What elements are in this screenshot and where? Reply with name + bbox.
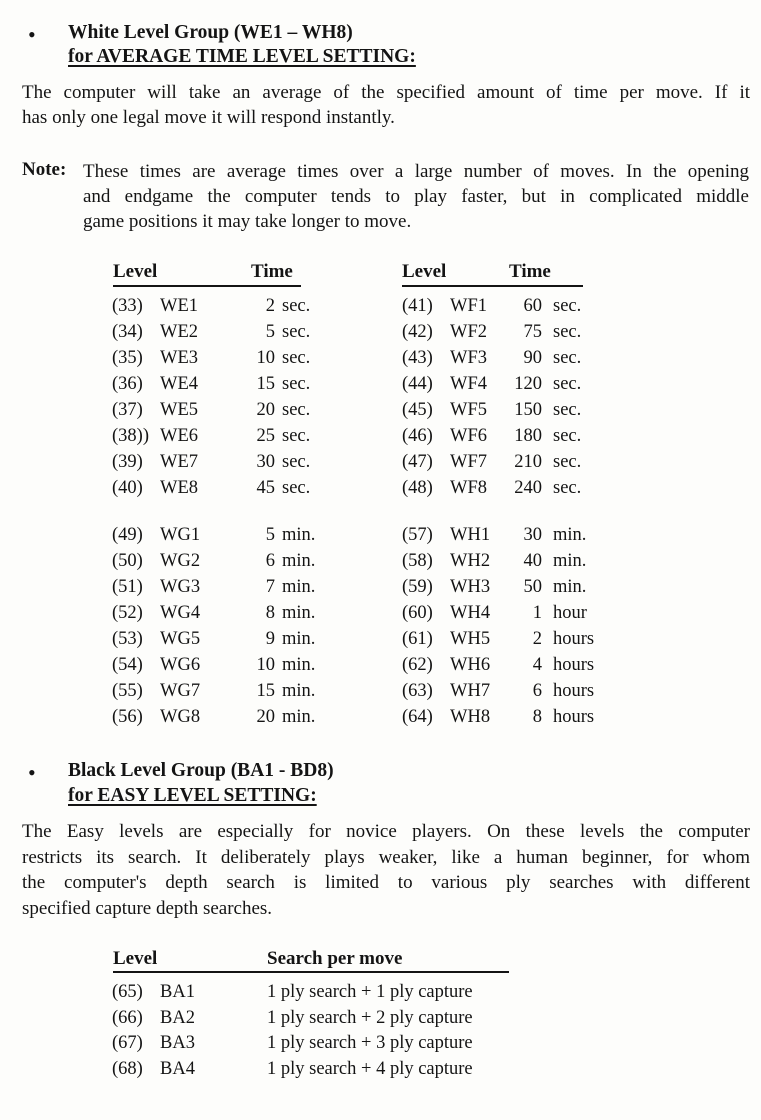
time-value: 8 [265, 603, 275, 623]
level-number: (63) [402, 681, 433, 701]
level-code: WE4 [160, 374, 199, 394]
level-code: WH6 [450, 655, 491, 675]
search-depth: 1 ply search + 1 ply capture [267, 982, 473, 1002]
time-unit: hours [553, 655, 595, 675]
time-value: 30 [256, 452, 275, 472]
level-number: (67) [112, 1033, 143, 1053]
time-value: 240 [514, 478, 542, 498]
time-unit: min. [282, 629, 316, 649]
level-code: BA1 [160, 982, 195, 1002]
time-value: 45 [256, 478, 275, 498]
level-code: WH1 [450, 525, 491, 545]
paragraph-line: has only one legal move it will respond instantly. [22, 107, 395, 128]
time-value: 150 [514, 400, 542, 420]
level-number: (66) [112, 1007, 143, 1028]
paragraph-line: The Easy levels are especially for novice players. On these levels the computer [22, 821, 750, 842]
level-code: WF1 [450, 296, 487, 316]
time-table-rule-left [113, 285, 301, 287]
level-code: WH8 [450, 707, 491, 727]
time-unit: sec. [282, 348, 311, 368]
time-unit: sec. [282, 478, 311, 498]
level-number: (40) [112, 478, 143, 498]
level-number: (57) [402, 525, 433, 545]
time-value: 10 [256, 348, 275, 368]
search-table-header-level: Level [113, 948, 158, 969]
level-code: WF2 [450, 322, 487, 342]
time-unit: hours [553, 681, 595, 701]
paragraph-average-time [22, 80, 750, 130]
note-text [83, 159, 749, 234]
note-line: These times are average times over a large number of moves. In the opening [83, 161, 749, 182]
level-code: WH5 [450, 629, 491, 649]
time-unit: sec. [553, 296, 582, 316]
time-unit: min. [553, 577, 587, 597]
level-number: (54) [112, 655, 143, 675]
time-unit: sec. [553, 478, 582, 498]
time-table-rule-right [402, 285, 583, 287]
level-number: (43) [402, 348, 433, 368]
time-table-header-time-left: Time [251, 261, 293, 282]
level-number: (60) [402, 603, 433, 623]
level-code: WE6 [160, 426, 199, 446]
time-unit: min. [282, 525, 316, 545]
level-number: (44) [402, 374, 433, 394]
time-value: 20 [256, 400, 275, 420]
level-number: (33) [112, 296, 143, 316]
level-number: (41) [402, 296, 433, 316]
level-number: (50) [112, 551, 143, 571]
time-unit: sec. [282, 374, 311, 394]
time-value: 2 [265, 296, 275, 316]
time-value: 10 [256, 655, 275, 675]
time-unit: sec. [553, 374, 582, 394]
level-code: WF5 [450, 400, 487, 420]
level-code: WF4 [450, 374, 487, 394]
level-code: WG4 [160, 603, 201, 623]
search-table-header-search: Search per move [267, 948, 403, 969]
time-unit: hour [553, 603, 587, 623]
time-value: 180 [514, 426, 542, 446]
level-number: (37) [112, 400, 143, 420]
time-unit: sec. [282, 426, 311, 446]
level-code: WG7 [160, 681, 201, 701]
level-number: (42) [402, 322, 433, 342]
level-code: WG6 [160, 655, 201, 675]
level-code: WE2 [160, 322, 199, 342]
search-table-rule [113, 971, 509, 973]
time-unit: hours [553, 629, 595, 649]
time-value: 75 [523, 322, 542, 342]
level-number: (62) [402, 655, 433, 675]
time-value: 60 [523, 296, 542, 316]
time-unit: min. [282, 655, 316, 675]
level-number: (61) [402, 629, 433, 649]
time-unit: sec. [282, 296, 311, 316]
level-number: (51) [112, 577, 143, 597]
level-code: BA3 [160, 1033, 195, 1053]
time-unit: min. [282, 603, 316, 623]
level-code: WF3 [450, 348, 487, 368]
note-line: and endgame the computer tends to play faster, but in complicated middle [83, 186, 749, 207]
paragraph-line: specified capture depth searches. [22, 897, 273, 919]
time-value: 20 [256, 707, 275, 727]
level-code: WG1 [160, 525, 201, 545]
time-unit: sec. [282, 322, 311, 342]
time-unit: min. [282, 551, 316, 571]
time-unit: sec. [553, 348, 582, 368]
level-code: WF6 [450, 426, 487, 446]
search-depth: 1 ply search + 2 ply capture [267, 1007, 473, 1028]
level-number: (68) [112, 1058, 143, 1079]
level-number: (49) [112, 525, 143, 545]
time-value: 15 [256, 681, 275, 701]
level-number: (55) [112, 681, 143, 701]
time-value: 90 [523, 348, 542, 368]
level-number: (46) [402, 426, 433, 446]
level-code: WH3 [450, 577, 491, 597]
level-number: (52) [112, 603, 143, 623]
time-table-header-time-right: Time [509, 261, 551, 282]
bullet-black-group: • [28, 760, 36, 785]
time-unit: sec. [553, 452, 582, 472]
subheading-easy-level: for EASY LEVEL SETTING: [68, 785, 317, 806]
note-line: game positions it may take longer to move. [83, 211, 412, 232]
level-number: (39) [112, 452, 143, 472]
bullet-white-group: • [28, 22, 36, 47]
time-unit: sec. [553, 426, 582, 446]
level-code: WE1 [160, 296, 199, 316]
level-number: (53) [112, 629, 143, 649]
level-number: (45) [402, 400, 433, 420]
time-value: 7 [265, 577, 275, 597]
level-code: BA2 [160, 1007, 195, 1028]
time-unit: min. [282, 577, 316, 597]
time-table-header-level-left: Level [113, 261, 158, 282]
subheading-average-time: for AVERAGE TIME LEVEL SETTING: [68, 46, 416, 67]
paragraph-easy-level [22, 819, 750, 921]
time-value: 6 [265, 551, 275, 571]
paragraph-line: the computer's depth search is limited to various ply searches with different [22, 872, 750, 893]
level-code: WE3 [160, 348, 199, 368]
level-number: (65) [112, 982, 143, 1002]
level-code: WG5 [160, 629, 201, 649]
time-value: 5 [265, 525, 275, 545]
level-number: (56) [112, 707, 143, 727]
level-number: (64) [402, 707, 433, 727]
time-value: 6 [532, 681, 542, 701]
level-code: WG2 [160, 551, 201, 571]
time-value: 120 [514, 374, 542, 394]
heading-white-group: White Level Group (WE1 – WH8) [68, 22, 353, 43]
heading-black-group: Black Level Group (BA1 - BD8) [68, 760, 334, 781]
time-unit: sec. [282, 452, 311, 472]
level-number: (34) [112, 322, 143, 342]
time-unit: sec. [282, 400, 311, 420]
time-value: 8 [532, 707, 542, 727]
level-code: WE7 [160, 452, 199, 472]
time-value: 9 [265, 629, 275, 649]
level-code: WG3 [160, 577, 201, 597]
level-number: (38)) [112, 426, 149, 446]
level-code: WH7 [450, 681, 491, 701]
time-value: 40 [523, 551, 542, 571]
time-unit: sec. [553, 322, 582, 342]
search-depth: 1 ply search + 3 ply capture [267, 1033, 473, 1053]
time-value: 50 [523, 577, 542, 597]
level-code: BA4 [160, 1058, 195, 1079]
level-code: WF7 [450, 452, 487, 472]
time-unit: hours [553, 707, 595, 727]
note-label: Note: [22, 159, 67, 180]
level-number: (58) [402, 551, 433, 571]
level-code: WF8 [450, 478, 487, 498]
time-unit: min. [553, 551, 587, 571]
level-code: WH4 [450, 603, 491, 623]
time-value: 5 [265, 322, 275, 342]
level-number: (35) [112, 348, 143, 368]
time-unit: sec. [553, 400, 582, 420]
level-number: (47) [402, 452, 433, 472]
time-unit: min. [553, 525, 587, 545]
time-value: 4 [532, 655, 542, 675]
level-code: WE5 [160, 400, 199, 420]
level-code: WG8 [160, 707, 201, 727]
time-table-header-level-right: Level [402, 261, 447, 282]
time-unit: min. [282, 681, 316, 701]
level-number: (59) [402, 577, 433, 597]
time-value: 1 [532, 603, 542, 623]
paragraph-line: restricts its search. It deliberately plays weaker, like a human beginner, for whom [22, 846, 750, 868]
level-number: (36) [112, 374, 143, 394]
time-value: 25 [256, 426, 275, 446]
time-value: 210 [514, 452, 542, 472]
time-value: 30 [523, 525, 542, 545]
level-number: (48) [402, 478, 433, 498]
time-value: 15 [256, 374, 275, 394]
paragraph-line: The computer will take an average of the specified amount of time per move. If it [22, 82, 750, 103]
time-unit: min. [282, 707, 316, 727]
level-code: WH2 [450, 551, 491, 571]
level-code: WE8 [160, 478, 199, 498]
time-value: 2 [532, 629, 542, 649]
search-depth: 1 ply search + 4 ply capture [267, 1058, 473, 1079]
